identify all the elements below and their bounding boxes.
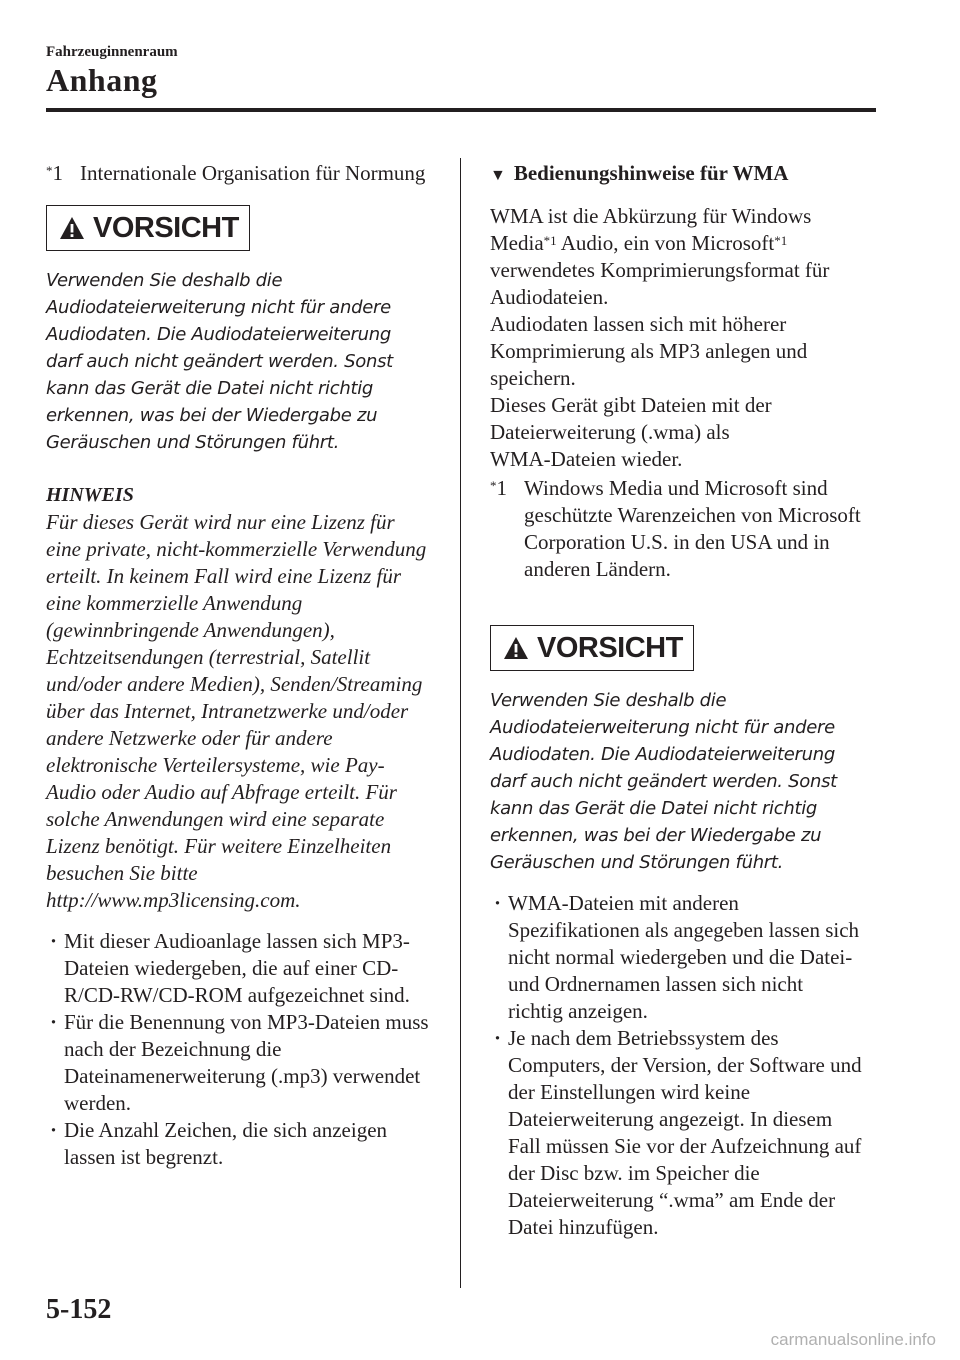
header-rule	[46, 108, 876, 112]
bullet-list	[46, 928, 436, 1171]
list-item: · Die Anzahl Zeichen, die sich anzeigen lassen ist begrenzt.	[46, 1117, 436, 1171]
chapter-title: Anhang	[46, 62, 158, 98]
note-title: HINWEIS	[46, 484, 134, 506]
section-heading	[490, 160, 880, 189]
list-item: · Mit dieser Audioanlage lassen sich MP3-Dateien wiedergeben, die auf einer CD-R/CD-RW/CD-ROM aufgezeichnet sind.	[46, 928, 436, 1009]
note-text: Für dieses Gerät wird nur eine Lizenz für eine private, nicht-kommerzielle Verwendung erteilt. In keinem Fall wird eine Lizenz für eine kommerzielle Anwendung (gewinnbringende Anwendungen), Echtzeitsendungen (terrestrial, Satellit und/oder andere Medien), Senden/Streaming über das Internet, Intranetzwerke und/oder andere Netzwerke oder für andere elektronische Verteilersysteme, wie Pay-Audio oder Audio auf Abfrage erteilt. Für solche Anwendungen wird eine separate Lizenz benötigt. Für weitere Einzelheiten besuchen Sie bitte http://www.mp3licensing.com.	[46, 510, 427, 912]
footnote-text: Internationale Organisation für Normung	[80, 161, 426, 185]
page-number: 5-152	[46, 1294, 112, 1325]
caution-label: VORSICHT	[93, 211, 239, 244]
body-text: verwendetes Komprimierungsformat für Audiodateien.	[490, 258, 830, 309]
list-item: · WMA-Dateien mit anderen Spezifikationen als angegeben lassen sich nicht normal wiedergeben und die Datei- und Ordnernamen lassen sich nicht richtig anzeigen.	[490, 890, 863, 1025]
footnote-mark: 1	[496, 476, 507, 500]
superscript: *1	[543, 233, 557, 248]
body-paragraph: Dieses Gerät gibt Dateien mit der Dateierweiterung (.wma) als WMA-Dateien wieder.	[490, 393, 772, 471]
superscript: *1	[774, 233, 788, 248]
footnote: *1 Windows Media und Microsoft sind geschützte Warenzeichen von Microsoft Corporation U.S. in den USA und in anderen Ländern.	[490, 476, 861, 581]
left-column	[46, 160, 436, 1171]
caution-box	[46, 205, 250, 251]
bullet-list	[490, 890, 880, 1241]
body-text: Audio, ein von Microsoft	[556, 231, 775, 255]
column-divider	[460, 158, 461, 1288]
triangle-down-icon: ▼	[490, 167, 506, 184]
caution-box	[490, 625, 694, 671]
list-item: · Für die Benennung von MP3-Dateien muss nach der Bezeichnung die Dateinamenerweiterung (.mp3) verwendet werden.	[46, 1009, 436, 1117]
right-column	[490, 160, 880, 1241]
body-paragraph: Audiodaten lassen sich mit höherer Komprimierung als MP3 anlegen und speichern.	[490, 312, 808, 390]
section-heading-text: Bedienungshinweise für WMA	[513, 161, 789, 185]
caution-label: VORSICHT	[537, 631, 683, 664]
footnote: *1 Internationale Organisation für Normung	[46, 161, 426, 185]
warning-triangle-icon	[59, 216, 85, 240]
body-paragraph	[490, 203, 840, 311]
warning-triangle-icon	[503, 636, 529, 660]
caution-text: Verwenden Sie deshalb die Audiodateierweiterung nicht für andere Audiodaten. Die Audiodateierweiterung darf auch nicht geändert werden. Sonst kann das Gerät die Datei nicht richtig erkennen, was bei der Wiedergabe zu Geräuschen und Störungen führt.	[46, 270, 393, 453]
footnote-text: Windows Media und Microsoft sind geschützte Warenzeichen von Microsoft Corporation U.S. in den USA und in anderen Ländern.	[524, 476, 861, 581]
section-label: Fahrzeuginnenraum	[46, 44, 178, 60]
caution-text: Verwenden Sie deshalb die Audiodateierweiterung nicht für andere Audiodaten. Die Audiodateierweiterung darf auch nicht geändert werden. Sonst kann das Gerät die Datei nicht richtig erkennen, was bei der Wiedergabe zu Geräuschen und Störungen führt.	[490, 690, 837, 873]
footnote-mark: 1	[52, 161, 63, 185]
watermark: carmanualsonline.info	[770, 1330, 936, 1349]
body-text: WMA ist die Abkürzung für Windows Media	[490, 204, 812, 255]
list-item: · Je nach dem Betriebssystem des Computers, der Version, der Software und der Einstellungen wird keine Dateierweiterung angezeigt. In diesem Fall müssen Sie vor der Aufzeichnung auf der Disc bzw. im Speicher die Dateierweiterung “.wma” am Ende der Datei hinzufügen.	[490, 1025, 863, 1241]
